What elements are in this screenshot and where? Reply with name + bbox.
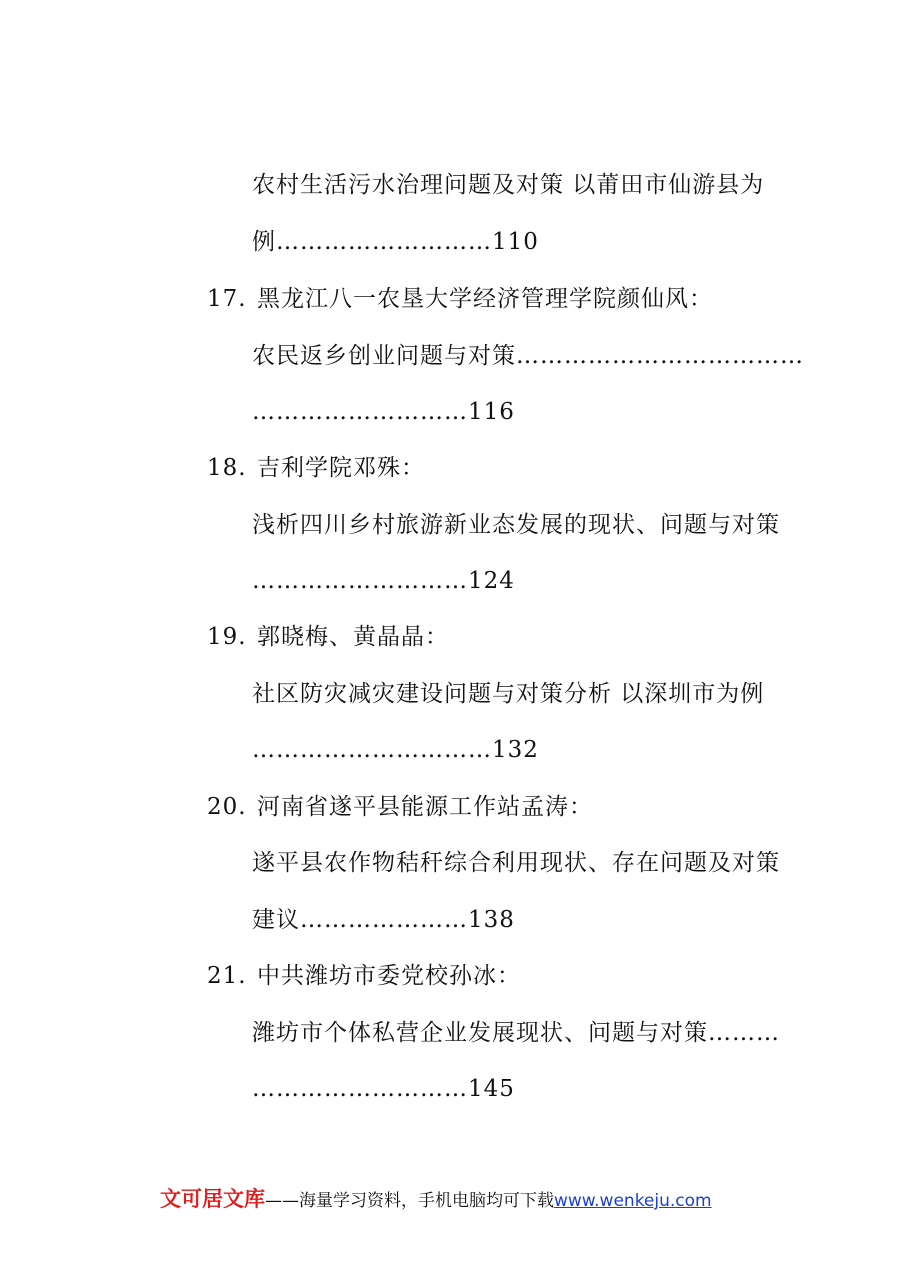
website-link[interactable]: www.wenkeju.com — [554, 1191, 712, 1211]
toc-line: 建议…………………138 — [252, 907, 515, 933]
toc-line: 农村生活污水治理问题及对策 以莆田市仙游县为 — [252, 172, 765, 198]
footer — [160, 1183, 712, 1213]
footer-tagline: ——海量学习资料，手机电脑均可下载 — [265, 1191, 554, 1211]
author: 河南省遂平县能源工作站孟涛： — [257, 794, 593, 820]
toc-line: 浅析四川乡村旅游新业态发展的现状、问题与对策 — [252, 512, 780, 538]
toc-entry-author — [207, 284, 713, 314]
toc-line: 农民返乡创业问题与对策……………………………… — [252, 343, 804, 369]
toc-line: …………………………132 — [252, 737, 539, 763]
brand-name: 文可居文库 — [160, 1187, 265, 1211]
toc-line: 社区防灾减灾建设问题与对策分析 以深圳市为例 — [252, 681, 765, 707]
toc-line: 例………………………110 — [252, 229, 539, 255]
toc-line: 遂平县农作物秸秆综合利用现状、存在问题及对策 — [252, 850, 780, 876]
toc-line: ………………………145 — [252, 1076, 515, 1102]
author: 黑龙江八一农垦大学经济管理学院颜仙风： — [257, 286, 713, 312]
author: 吉利学院邓殊： — [257, 455, 425, 481]
toc-line: 潍坊市个体私营企业发展现状、问题与对策……… — [252, 1020, 780, 1046]
entry-number: 21. — [207, 963, 247, 989]
author: 中共潍坊市委党校孙冰： — [257, 963, 521, 989]
author: 郭晓梅、黄晶晶： — [257, 624, 449, 650]
toc-entry-author — [207, 622, 449, 652]
toc-entry-author — [207, 453, 425, 483]
toc-line: ………………………116 — [252, 399, 515, 425]
toc-entry-author — [207, 792, 593, 822]
entry-number: 18. — [207, 455, 247, 481]
entry-number: 17. — [207, 286, 247, 312]
toc-line: ………………………124 — [252, 568, 515, 594]
toc-entry-author — [207, 961, 521, 991]
entry-number: 20. — [207, 794, 247, 820]
entry-number: 19. — [207, 624, 247, 650]
